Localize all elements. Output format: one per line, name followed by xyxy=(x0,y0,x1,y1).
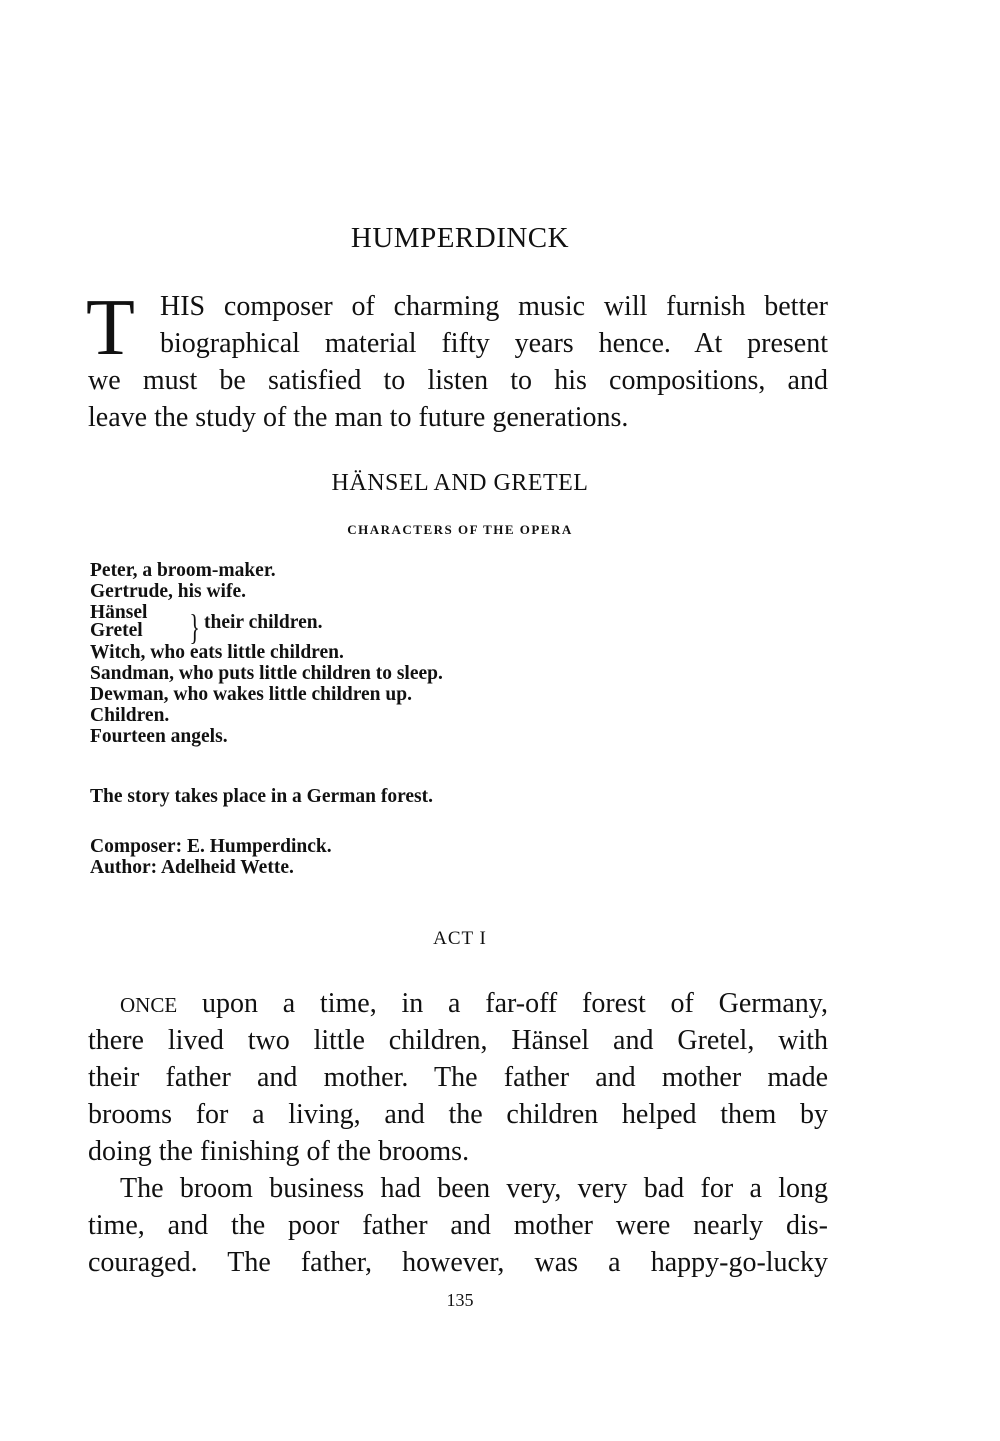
drop-cap: T xyxy=(86,284,135,372)
story-line: there lived two little children, Hänsel and Gretel, with xyxy=(88,1025,828,1056)
character-item: Peter, a broom-maker. xyxy=(90,560,276,581)
story-line: The broom business had been very, very bad for a long xyxy=(120,1173,828,1204)
act-heading: ACT I xyxy=(433,928,487,949)
character-item: Dewman, who wakes little children up. xyxy=(90,684,412,705)
character-item: Children. xyxy=(90,705,170,726)
story-line xyxy=(120,985,828,1024)
story-text: upon a time, in a far-off forest of Germany, xyxy=(177,988,828,1019)
author-credit: Author: Adelheid Wette. xyxy=(90,857,294,878)
character-note: their children. xyxy=(204,612,323,633)
intro-line: biographical material fifty years hence. At present xyxy=(160,328,828,359)
character-item: Gertrude, his wife. xyxy=(90,581,246,602)
chapter-title: HUMPERDINCK xyxy=(350,222,570,254)
character-item: Fourteen angels. xyxy=(90,726,228,747)
opera-title: HÄNSEL AND GRETEL xyxy=(331,470,589,496)
character-item: Sandman, who puts little children to sleep. xyxy=(90,663,443,684)
setting-note: The story takes place in a German forest. xyxy=(90,786,434,807)
intro-line: leave the study of the man to future generations. xyxy=(88,402,629,433)
brace-mark: } xyxy=(189,607,200,647)
page-number: 135 xyxy=(446,1290,474,1310)
story-line: couraged. The father, however, was a happy-go-lucky xyxy=(88,1247,828,1278)
character-item: Gretel xyxy=(90,620,143,641)
characters-heading: CHARACTERS OF THE OPERA xyxy=(347,522,573,537)
story-line: brooms for a living, and the children helped them by xyxy=(88,1099,828,1130)
character-item: Hänsel xyxy=(90,602,148,623)
character-item: Witch, who eats little children. xyxy=(90,642,344,663)
composer-credit: Composer: E. Humperdinck. xyxy=(90,836,332,857)
story-line: their father and mother. The father and mother made xyxy=(88,1062,828,1093)
first-word: ONCE xyxy=(120,993,178,1017)
story-line: doing the finishing of the brooms. xyxy=(88,1136,470,1167)
story-line: time, and the poor father and mother were nearly dis- xyxy=(88,1210,828,1241)
intro-line: HIS composer of charming music will furnish better xyxy=(160,291,828,322)
intro-line: we must be satisfied to listen to his compositions, and xyxy=(88,365,828,396)
